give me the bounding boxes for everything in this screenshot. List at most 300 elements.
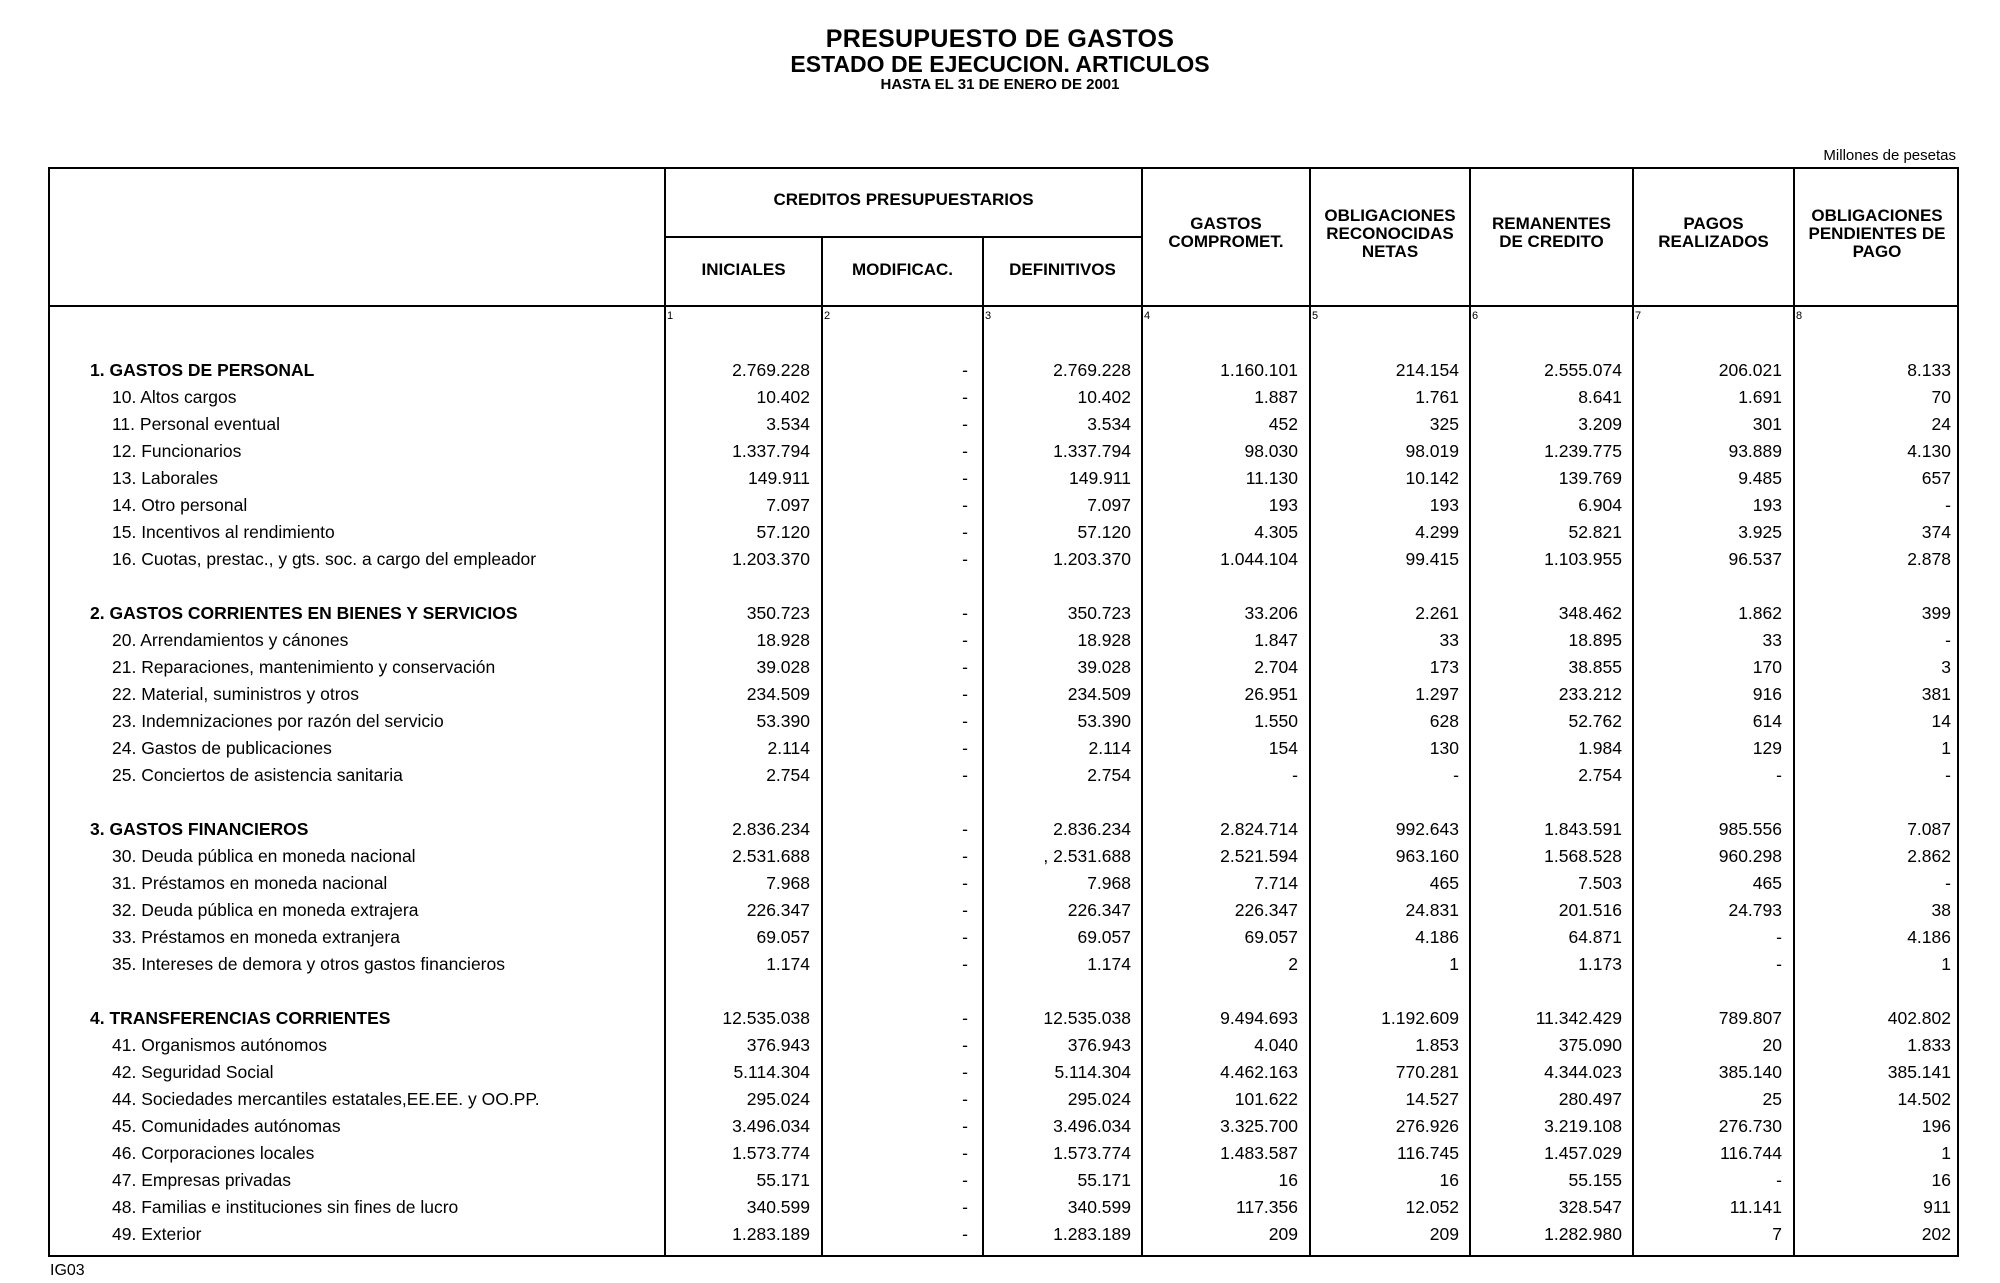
header-line: OBLIGACIONES bbox=[1324, 206, 1456, 225]
row-value: - bbox=[1453, 765, 1459, 785]
row-value: 201.516 bbox=[1558, 900, 1622, 920]
row-label: 35. Intereses de demora y otros gastos financieros bbox=[112, 954, 505, 974]
row-value: - bbox=[962, 1089, 968, 1109]
row-value: 1.853 bbox=[1415, 1035, 1459, 1055]
row-value: 2.114 bbox=[1088, 738, 1131, 758]
row-value: 1.174 bbox=[766, 954, 810, 974]
row-value: 916 bbox=[1752, 684, 1782, 704]
row-value: 340.599 bbox=[1067, 1197, 1131, 1217]
row-value: - bbox=[962, 1062, 968, 1082]
row-value: 214.154 bbox=[1395, 360, 1459, 380]
table-row bbox=[0, 1116, 2000, 1142]
row-value: - bbox=[1945, 630, 1951, 650]
row-value: 226.347 bbox=[746, 900, 810, 920]
row-label: 13. Laborales bbox=[112, 468, 219, 488]
row-value: 4.305 bbox=[1254, 522, 1298, 542]
row-value: 3.925 bbox=[1738, 522, 1782, 542]
header-line: DE CREDITO bbox=[1499, 232, 1604, 251]
row-value: - bbox=[1945, 495, 1951, 515]
row-value: - bbox=[962, 1143, 968, 1163]
report-title-block bbox=[0, 26, 2000, 94]
row-value: 6.904 bbox=[1578, 495, 1622, 515]
row-value: - bbox=[1776, 927, 1782, 947]
row-value: 3.209 bbox=[1578, 414, 1622, 434]
row-value: 1.297 bbox=[1415, 684, 1459, 704]
column-number: 4 bbox=[1144, 310, 1151, 322]
row-value: 20 bbox=[1762, 1035, 1782, 1055]
row-value: 2.769.228 bbox=[732, 360, 810, 380]
row-value: - bbox=[962, 603, 968, 623]
row-value: 4.186 bbox=[1415, 927, 1459, 947]
row-value: - bbox=[962, 1197, 968, 1217]
row-value: 10.142 bbox=[1405, 468, 1459, 488]
row-value: 4.344.023 bbox=[1544, 1062, 1622, 1082]
row-value: 295.024 bbox=[746, 1089, 810, 1109]
row-value: 7.968 bbox=[1087, 873, 1131, 893]
row-value: 1.337.794 bbox=[732, 441, 810, 461]
table-row bbox=[0, 630, 2000, 656]
header-line: PAGOS bbox=[1683, 214, 1744, 233]
row-value: 1 bbox=[1941, 1143, 1951, 1163]
row-value: 226.347 bbox=[1234, 900, 1298, 920]
row-value: - bbox=[962, 657, 968, 677]
grid-hline bbox=[48, 305, 1959, 307]
row-value: - bbox=[962, 900, 968, 920]
row-value: 350.723 bbox=[1067, 603, 1131, 623]
column-number: 5 bbox=[1312, 310, 1319, 322]
row-value: - bbox=[962, 387, 968, 407]
row-label: 11. Personal eventual bbox=[112, 414, 280, 434]
row-value: 55.155 bbox=[1568, 1170, 1622, 1190]
row-value: 1.984 bbox=[1578, 738, 1622, 758]
row-value: 7.097 bbox=[766, 495, 810, 515]
table-row bbox=[0, 1170, 2000, 1196]
row-value: 33 bbox=[1762, 630, 1782, 650]
row-label: 30. Deuda pública en moneda nacional bbox=[112, 846, 416, 866]
table-row bbox=[0, 927, 2000, 953]
row-value: - bbox=[962, 495, 968, 515]
row-value: 770.281 bbox=[1395, 1062, 1459, 1082]
row-value: 226.347 bbox=[1067, 900, 1131, 920]
row-value: 12.535.038 bbox=[1043, 1008, 1131, 1028]
row-value: 1.283.189 bbox=[1053, 1224, 1131, 1244]
row-value: - bbox=[962, 819, 968, 839]
row-value: 11.342.429 bbox=[1535, 1008, 1622, 1028]
table-row bbox=[0, 1062, 2000, 1088]
row-value: 376.943 bbox=[1067, 1035, 1131, 1055]
row-value: - bbox=[962, 468, 968, 488]
row-value: 234.509 bbox=[746, 684, 810, 704]
row-value: 53.390 bbox=[1077, 711, 1131, 731]
row-value: - bbox=[962, 549, 968, 569]
row-value: 1.192.609 bbox=[1381, 1008, 1459, 1028]
row-value: 1.847 bbox=[1254, 630, 1298, 650]
row-label: 33. Préstamos en moneda extranjera bbox=[112, 927, 400, 947]
row-value: 1 bbox=[1941, 954, 1951, 974]
row-value: 3.534 bbox=[766, 414, 810, 434]
row-value: 130 bbox=[1429, 738, 1459, 758]
row-label: 41. Organismos autónomos bbox=[112, 1035, 327, 1055]
column-number: 7 bbox=[1635, 310, 1642, 322]
row-value: 992.643 bbox=[1395, 819, 1459, 839]
row-value: 16 bbox=[1439, 1170, 1459, 1190]
header-creditos: CREDITOS PRESUPUESTARIOS bbox=[773, 190, 1034, 209]
row-value: 4.040 bbox=[1254, 1035, 1298, 1055]
row-value: 614 bbox=[1752, 711, 1782, 731]
row-value: 4.186 bbox=[1907, 927, 1951, 947]
row-value: 375.090 bbox=[1558, 1035, 1622, 1055]
row-label: 22. Material, suministros y otros bbox=[112, 684, 360, 704]
row-label: 42. Seguridad Social bbox=[112, 1062, 274, 1082]
row-value: - bbox=[1292, 765, 1298, 785]
column-number: 3 bbox=[985, 310, 992, 322]
row-value: 117.356 bbox=[1236, 1197, 1298, 1217]
row-value: 1.173 bbox=[1578, 954, 1622, 974]
row-label: 3. GASTOS FINANCIEROS bbox=[90, 819, 309, 839]
row-value: 376.943 bbox=[746, 1035, 810, 1055]
row-value: - bbox=[962, 1116, 968, 1136]
row-value: - bbox=[962, 873, 968, 893]
row-value: 2.261 bbox=[1415, 603, 1459, 623]
header-line: PENDIENTES DE bbox=[1808, 224, 1946, 243]
row-label: 21. Reparaciones, mantenimiento y conservación bbox=[112, 657, 496, 677]
row-value: 2.836.234 bbox=[732, 819, 810, 839]
row-value: - bbox=[1945, 873, 1951, 893]
row-value: 24.831 bbox=[1405, 900, 1459, 920]
row-value: - bbox=[962, 711, 968, 731]
row-value: 963.160 bbox=[1395, 846, 1459, 866]
column-number: 8 bbox=[1796, 310, 1803, 322]
row-value: 234.509 bbox=[1067, 684, 1131, 704]
row-value: 374 bbox=[1921, 522, 1951, 542]
row-value: 1.160.101 bbox=[1220, 360, 1298, 380]
row-value: 1.457.029 bbox=[1544, 1143, 1622, 1163]
row-value: 3 bbox=[1941, 657, 1951, 677]
row-value: 39.028 bbox=[756, 657, 810, 677]
row-label: 12. Funcionarios bbox=[112, 441, 242, 461]
table-row bbox=[0, 549, 2000, 575]
row-value: - bbox=[962, 414, 968, 434]
header-line: GASTOS bbox=[1190, 214, 1262, 233]
row-value: 53.390 bbox=[756, 711, 810, 731]
header-line: REMANENTES bbox=[1491, 214, 1611, 233]
report-date: HASTA EL 31 DE ENERO DE 2001 bbox=[880, 76, 1120, 93]
row-value: 69.057 bbox=[1244, 927, 1298, 947]
row-value: 328.547 bbox=[1558, 1197, 1622, 1217]
table-row bbox=[0, 873, 2000, 899]
row-value: 12.052 bbox=[1405, 1197, 1459, 1217]
row-value: 170 bbox=[1752, 657, 1782, 677]
row-value: 2.769.228 bbox=[1053, 360, 1131, 380]
row-value: 18.928 bbox=[756, 630, 810, 650]
header-line: NETAS bbox=[1361, 242, 1419, 261]
row-value: - bbox=[962, 927, 968, 947]
row-value: 2.824.714 bbox=[1220, 819, 1298, 839]
row-value: 1.550 bbox=[1254, 711, 1298, 731]
row-value: 38.855 bbox=[1568, 657, 1622, 677]
row-value: 985.556 bbox=[1718, 819, 1782, 839]
row-label: 1. GASTOS DE PERSONAL bbox=[90, 360, 315, 380]
table-row bbox=[0, 1035, 2000, 1061]
row-value: 3.534 bbox=[1087, 414, 1131, 434]
row-value: 385.141 bbox=[1887, 1062, 1951, 1082]
row-value: 9.494.693 bbox=[1220, 1008, 1298, 1028]
row-value: 1.843.591 bbox=[1544, 819, 1622, 839]
table-row bbox=[0, 387, 2000, 413]
row-value: 2.555.074 bbox=[1544, 360, 1622, 380]
row-value: 18.928 bbox=[1077, 630, 1131, 650]
row-value: - bbox=[1945, 765, 1951, 785]
row-value: 98.019 bbox=[1405, 441, 1459, 461]
row-value: 64.871 bbox=[1568, 927, 1622, 947]
row-value: 52.821 bbox=[1568, 522, 1622, 542]
row-value: 57.120 bbox=[756, 522, 810, 542]
row-value: - bbox=[1776, 765, 1782, 785]
row-value: 9.485 bbox=[1738, 468, 1782, 488]
row-value: 39.028 bbox=[1077, 657, 1131, 677]
row-value: - bbox=[1776, 1170, 1782, 1190]
units-label: Millones de pesetas bbox=[1823, 147, 1956, 164]
row-value: 1.568.528 bbox=[1544, 846, 1622, 866]
row-value: - bbox=[962, 954, 968, 974]
row-value: 2.754 bbox=[1087, 765, 1131, 785]
row-value: 16 bbox=[1278, 1170, 1298, 1190]
row-value: 8.133 bbox=[1907, 360, 1951, 380]
table-row bbox=[0, 846, 2000, 872]
table-row bbox=[0, 1143, 2000, 1169]
table-row bbox=[0, 657, 2000, 683]
row-value: 55.171 bbox=[756, 1170, 810, 1190]
table-row bbox=[0, 495, 2000, 521]
table-row bbox=[0, 441, 2000, 467]
row-value: 911 bbox=[1923, 1197, 1951, 1217]
row-value: 1.337.794 bbox=[1053, 441, 1131, 461]
row-value: 2.878 bbox=[1907, 549, 1951, 569]
row-value: 1.862 bbox=[1738, 603, 1782, 623]
row-value: - bbox=[962, 522, 968, 542]
row-value: 8.641 bbox=[1578, 387, 1622, 407]
row-value: 116.744 bbox=[1720, 1143, 1782, 1163]
row-value: - bbox=[962, 765, 968, 785]
row-value: 1.573.774 bbox=[1053, 1143, 1131, 1163]
row-value: 4.130 bbox=[1907, 441, 1951, 461]
row-value: 173 bbox=[1429, 657, 1459, 677]
table-row bbox=[0, 1008, 2000, 1034]
row-value: 209 bbox=[1429, 1224, 1459, 1244]
row-label: 20. Arrendamientos y cánones bbox=[112, 630, 349, 650]
grid-hline bbox=[664, 236, 1141, 238]
row-label: 47. Empresas privadas bbox=[112, 1170, 291, 1190]
row-value: 70 bbox=[1931, 387, 1951, 407]
footer-code: IG03 bbox=[50, 1262, 85, 1279]
row-value: 789.807 bbox=[1718, 1008, 1782, 1028]
table-row bbox=[0, 360, 2000, 386]
row-value: 452 bbox=[1268, 414, 1298, 434]
row-value: 24.793 bbox=[1728, 900, 1782, 920]
row-value: 1.691 bbox=[1738, 387, 1782, 407]
column-number: 1 bbox=[667, 310, 674, 322]
header-definitivos: DEFINITIVOS bbox=[1009, 260, 1116, 279]
row-value: - bbox=[962, 1035, 968, 1055]
row-label: 15. Incentivos al rendimiento bbox=[112, 522, 335, 542]
row-value: 1 bbox=[1449, 954, 1459, 974]
row-value: 11.141 bbox=[1729, 1197, 1782, 1217]
table-row bbox=[0, 468, 2000, 494]
row-value: 3.219.108 bbox=[1544, 1116, 1622, 1136]
row-value: 5.114.304 bbox=[1054, 1062, 1131, 1082]
row-value: 325 bbox=[1429, 414, 1459, 434]
row-value: 1.174 bbox=[1087, 954, 1131, 974]
row-value: 1.103.955 bbox=[1544, 549, 1622, 569]
row-value: 24 bbox=[1931, 414, 1951, 434]
row-value: - bbox=[962, 441, 968, 461]
row-value: 1.887 bbox=[1254, 387, 1298, 407]
row-value: 1.282.980 bbox=[1544, 1224, 1622, 1244]
row-value: 52.762 bbox=[1568, 711, 1622, 731]
row-value: 16 bbox=[1931, 1170, 1951, 1190]
table-row bbox=[0, 1224, 2000, 1250]
row-label: 45. Comunidades autónomas bbox=[112, 1116, 341, 1136]
header-line: PAGO bbox=[1852, 242, 1902, 261]
header-oblig-pendientes bbox=[1795, 207, 1959, 261]
row-label: 31. Préstamos en moneda nacional bbox=[112, 873, 388, 893]
row-value: 1.833 bbox=[1907, 1035, 1951, 1055]
table-row bbox=[0, 1089, 2000, 1115]
row-value: 1.283.189 bbox=[732, 1224, 810, 1244]
row-value: 11.130 bbox=[1245, 468, 1298, 488]
header-iniciales: INICIALES bbox=[701, 260, 786, 279]
row-value: 193 bbox=[1268, 495, 1298, 515]
report-title: PRESUPUESTO DE GASTOS bbox=[825, 25, 1175, 53]
row-value: 301 bbox=[1752, 414, 1782, 434]
row-value: 3.496.034 bbox=[732, 1116, 810, 1136]
table-row bbox=[0, 603, 2000, 629]
row-value: 202 bbox=[1921, 1224, 1951, 1244]
row-value: 1.573.774 bbox=[732, 1143, 810, 1163]
column-number: 6 bbox=[1472, 310, 1479, 322]
row-value: 402.802 bbox=[1887, 1008, 1951, 1028]
row-label: 46. Corporaciones locales bbox=[112, 1143, 315, 1163]
row-value: 280.497 bbox=[1558, 1089, 1622, 1109]
row-value: 38 bbox=[1931, 900, 1951, 920]
header-remanentes bbox=[1471, 215, 1632, 251]
table-row bbox=[0, 765, 2000, 791]
row-value: 1.239.775 bbox=[1544, 441, 1622, 461]
row-value: 2.521.594 bbox=[1220, 846, 1298, 866]
row-label: 25. Conciertos de asistencia sanitaria bbox=[112, 765, 403, 785]
table-row bbox=[0, 1197, 2000, 1223]
row-value: 2.531.688 bbox=[732, 846, 810, 866]
row-value: 7.714 bbox=[1254, 873, 1298, 893]
header-gastos-comprom bbox=[1143, 215, 1309, 251]
row-value: 14 bbox=[1931, 711, 1951, 731]
row-value: 4.462.163 bbox=[1220, 1062, 1298, 1082]
row-value: 350.723 bbox=[746, 603, 810, 623]
header-pagos bbox=[1634, 215, 1793, 251]
row-label: 23. Indemnizaciones por razón del servicio bbox=[112, 711, 444, 731]
row-value: 93.889 bbox=[1728, 441, 1782, 461]
header-line: REALIZADOS bbox=[1658, 232, 1769, 251]
row-value: 7.097 bbox=[1087, 495, 1131, 515]
row-value: 2.704 bbox=[1254, 657, 1298, 677]
row-value: 154 bbox=[1268, 738, 1298, 758]
row-value: 1.761 bbox=[1415, 387, 1459, 407]
header-oblig-reconocidas bbox=[1311, 207, 1469, 261]
row-value: 129 bbox=[1752, 738, 1782, 758]
row-value: 7 bbox=[1772, 1224, 1782, 1244]
row-value: - bbox=[962, 738, 968, 758]
row-value: 14.502 bbox=[1897, 1089, 1951, 1109]
row-value: 193 bbox=[1429, 495, 1459, 515]
row-value: 399 bbox=[1921, 603, 1951, 623]
row-label: 4. TRANSFERENCIAS CORRIENTES bbox=[90, 1008, 391, 1028]
table-row bbox=[0, 684, 2000, 710]
row-value: 5.114.304 bbox=[733, 1062, 810, 1082]
row-value: 96.537 bbox=[1728, 549, 1782, 569]
row-value: 4.299 bbox=[1415, 522, 1459, 542]
row-value: 1.483.587 bbox=[1220, 1143, 1298, 1163]
row-value: 657 bbox=[1921, 468, 1951, 488]
row-value: 12.535.038 bbox=[722, 1008, 810, 1028]
row-value: 2.754 bbox=[1578, 765, 1622, 785]
row-value: 33.206 bbox=[1244, 603, 1298, 623]
row-value: 196 bbox=[1921, 1116, 1951, 1136]
row-label: 32. Deuda pública en moneda extrajera bbox=[112, 900, 419, 920]
row-label: 14. Otro personal bbox=[112, 495, 248, 515]
row-label: 24. Gastos de publicaciones bbox=[112, 738, 332, 758]
row-value: 960.298 bbox=[1718, 846, 1782, 866]
row-value: 385.140 bbox=[1718, 1062, 1782, 1082]
row-value: 465 bbox=[1429, 873, 1459, 893]
row-value: 2 bbox=[1288, 954, 1298, 974]
row-value: 14.527 bbox=[1405, 1089, 1459, 1109]
row-value: - bbox=[962, 1170, 968, 1190]
row-value: 628 bbox=[1429, 711, 1459, 731]
row-label: 44. Sociedades mercantiles estatales,EE.EE. y OO.PP. bbox=[112, 1089, 540, 1109]
row-value: 116.745 bbox=[1397, 1143, 1459, 1163]
row-label: 48. Familias e instituciones sin fines de lucro bbox=[112, 1197, 459, 1217]
row-label: 2. GASTOS CORRIENTES EN BIENES Y SERVICIOS bbox=[90, 603, 518, 623]
row-value: - bbox=[962, 1008, 968, 1028]
row-value: 2.836.234 bbox=[1053, 819, 1131, 839]
row-value: 10.402 bbox=[1077, 387, 1131, 407]
row-value: 3.496.034 bbox=[1053, 1116, 1131, 1136]
row-value: 149.911 bbox=[748, 468, 810, 488]
row-value: 57.120 bbox=[1077, 522, 1131, 542]
row-value: 18.895 bbox=[1568, 630, 1622, 650]
row-label: 16. Cuotas, prestac., y gts. soc. a cargo del empleador bbox=[112, 549, 537, 569]
row-value: 3.325.700 bbox=[1220, 1116, 1298, 1136]
row-value: 233.212 bbox=[1558, 684, 1622, 704]
table-row bbox=[0, 414, 2000, 440]
row-value: 209 bbox=[1268, 1224, 1298, 1244]
row-value: 193 bbox=[1752, 495, 1782, 515]
row-value: 26.951 bbox=[1244, 684, 1298, 704]
row-value: 7.503 bbox=[1578, 873, 1622, 893]
row-value: 340.599 bbox=[746, 1197, 810, 1217]
row-value: 381 bbox=[1921, 684, 1951, 704]
row-value: 2.114 bbox=[767, 738, 810, 758]
row-label: 49. Exterior bbox=[112, 1224, 202, 1244]
table-row bbox=[0, 819, 2000, 845]
row-value: 149.911 bbox=[1069, 468, 1131, 488]
row-value: 98.030 bbox=[1244, 441, 1298, 461]
header-line: COMPROMET. bbox=[1168, 232, 1284, 251]
row-value: 276.730 bbox=[1718, 1116, 1782, 1136]
report-subtitle: ESTADO DE EJECUCION. ARTICULOS bbox=[790, 51, 1210, 77]
row-value: , 2.531.688 bbox=[1043, 846, 1131, 866]
row-value: 69.057 bbox=[1077, 927, 1131, 947]
